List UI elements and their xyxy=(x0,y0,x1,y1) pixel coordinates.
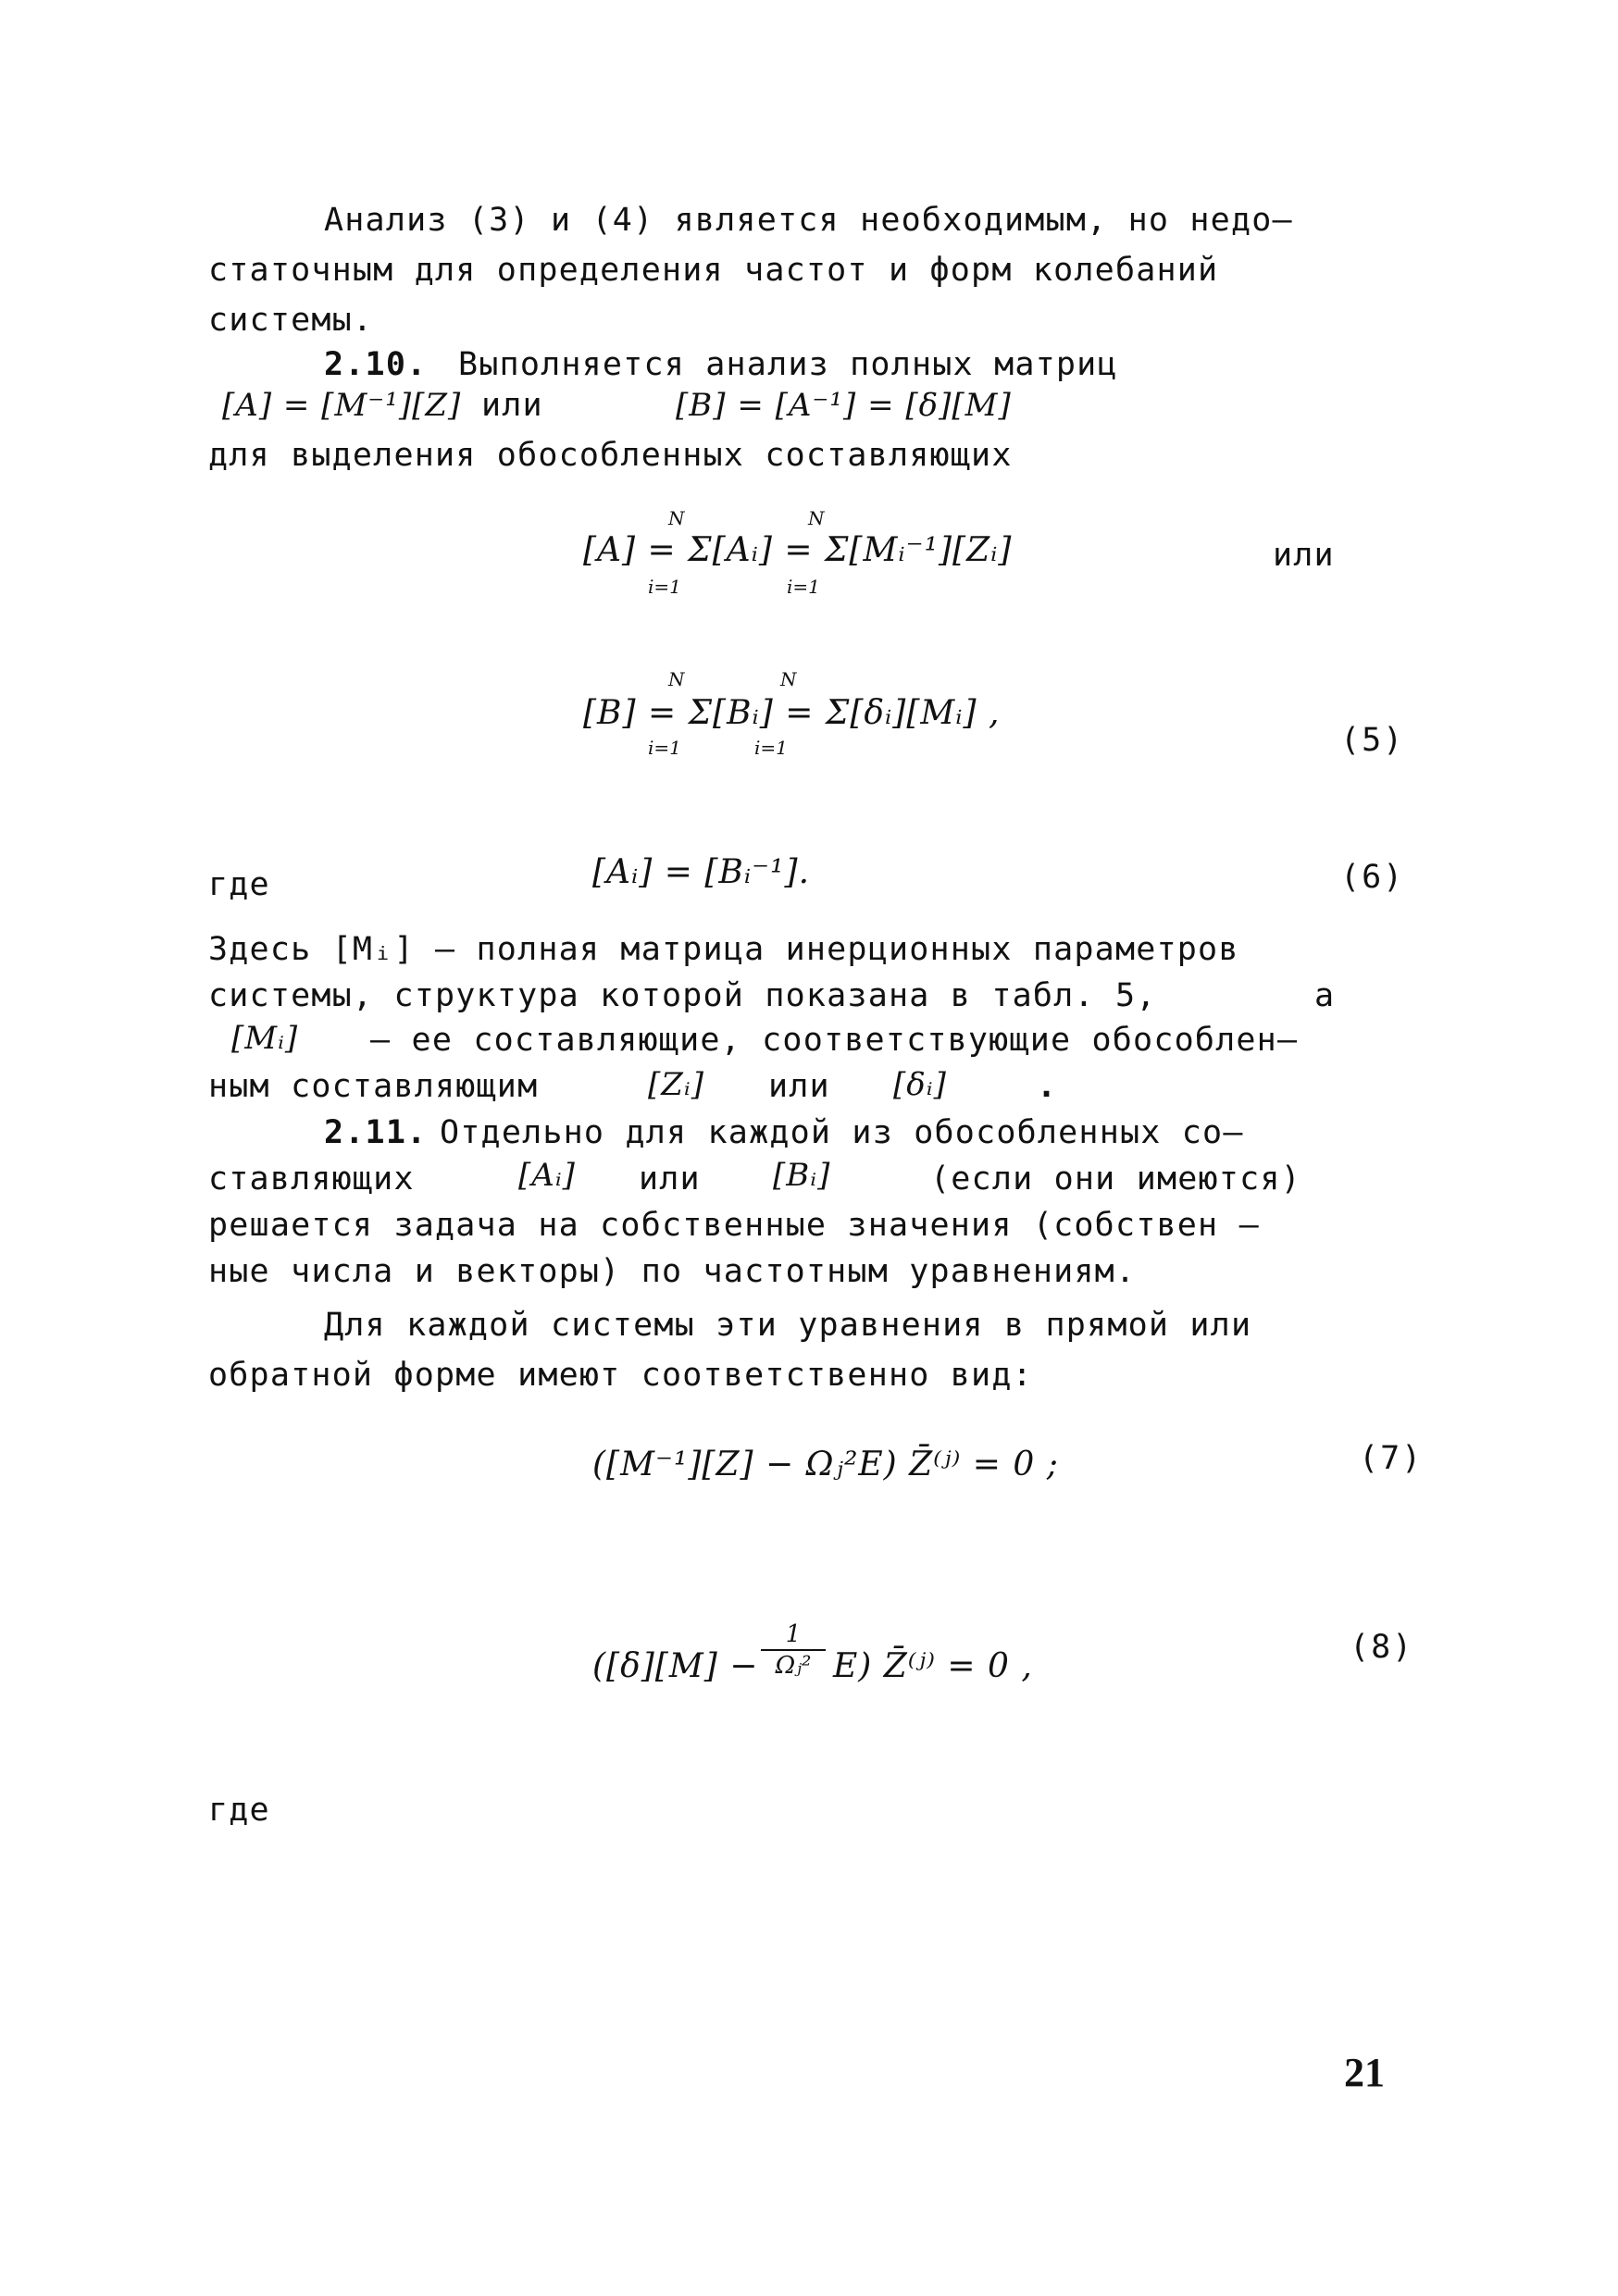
paragraph-line: или xyxy=(639,1160,701,1198)
equation-6: [Aᵢ] = [Bᵢ⁻¹]. xyxy=(592,853,811,891)
paragraph-line: где xyxy=(208,866,270,903)
paragraph-line: где xyxy=(208,1792,270,1829)
equation-7: ([M⁻¹][Z] − Ωⱼ²E) Z̄⁽ʲ⁾ = 0 ; xyxy=(592,1446,1059,1483)
equation-connector: или xyxy=(1273,537,1335,574)
paragraph-line: ные числа и векторы) по частотным уравнениям. xyxy=(208,1253,1137,1290)
paragraph-line: решается задача на собственные значения (собствен – xyxy=(208,1207,1260,1244)
sum-lower-limit: i=1 xyxy=(648,576,681,598)
equation-number: (7) xyxy=(1359,1440,1424,1477)
formula-inline: [Zᵢ] xyxy=(648,1066,704,1103)
equation-8-right: E) Z̄⁽ʲ⁾ = 0 , xyxy=(833,1647,1033,1685)
fraction-numerator: 1 xyxy=(785,1620,802,1648)
paragraph-line: системы, структура которой показана в табл. 5, xyxy=(208,977,1157,1014)
paragraph-line: системы. xyxy=(208,302,374,339)
equation-8-left: ([δ][M] − xyxy=(592,1647,759,1685)
formula-inline: [δᵢ] xyxy=(893,1066,947,1103)
paragraph-line: Отдельно для каждой из обособленных со– xyxy=(440,1114,1244,1151)
paragraph-line: Для каждой системы эти уравнения в прямой или xyxy=(324,1307,1252,1344)
page-number: 21 xyxy=(1344,2050,1385,2095)
sum-upper-limit: N xyxy=(808,507,825,529)
paragraph-line: Выполняется анализ полных матриц xyxy=(458,346,1118,383)
paragraph-line: ным составляющим xyxy=(208,1068,539,1105)
paragraph-line: . xyxy=(1037,1068,1058,1105)
section-number: 2.10. xyxy=(324,346,428,383)
paragraph-line: обратной форме имеют соответственно вид: xyxy=(208,1357,1033,1394)
sum-upper-limit: N xyxy=(668,507,685,529)
fraction-bar xyxy=(761,1649,826,1651)
paragraph-line: (если они имеются) xyxy=(930,1160,1301,1198)
sum-lower-limit: i=1 xyxy=(648,737,681,759)
equation-8-fraction xyxy=(761,1621,826,1679)
formula-inline: [Bᵢ] xyxy=(773,1157,831,1194)
paragraph-line: статочным для определения частот и форм колебаний xyxy=(208,252,1219,289)
paragraph-line: ставляющих xyxy=(208,1160,415,1198)
equation-number: (6) xyxy=(1340,859,1405,896)
paragraph-line: для выделения обособленных составляющих xyxy=(208,437,1013,474)
paragraph-line: а xyxy=(1314,977,1336,1014)
sum-upper-limit: N xyxy=(780,668,797,690)
sum-lower-limit: i=1 xyxy=(754,737,788,759)
equation-number: (5) xyxy=(1340,722,1405,759)
sum-upper-limit: N xyxy=(668,668,685,690)
paragraph-line: или xyxy=(481,387,543,424)
paragraph-line: Здесь [Mᵢ] – полная матрица инерционных параметров xyxy=(208,931,1239,968)
equation-number: (8) xyxy=(1350,1629,1414,1666)
formula-inline: [Aᵢ] xyxy=(518,1157,576,1194)
formula-inline: [A] = [M⁻¹][Z] xyxy=(222,387,462,424)
formula-inline: [B] = [A⁻¹] = [δ][M] xyxy=(676,387,1012,424)
fraction-denominator: Ωⱼ² xyxy=(775,1652,812,1680)
paragraph-line: или xyxy=(768,1068,830,1105)
paragraph-line: – ее составляющие, соответствующие обособлен– xyxy=(370,1022,1299,1059)
paragraph-line: Анализ (3) и (4) является необходимым, но недо– xyxy=(324,202,1293,239)
formula-inline: [Mᵢ] xyxy=(231,1020,299,1057)
equation-A: [A] = Σ[Aᵢ] = Σ[Mᵢ⁻¹][Zᵢ] xyxy=(583,531,1013,569)
equation-B: [B] = Σ[Bᵢ] = Σ[δᵢ][Mᵢ] , xyxy=(583,694,1001,732)
section-number: 2.11. xyxy=(324,1114,428,1151)
sum-lower-limit: i=1 xyxy=(787,576,820,598)
